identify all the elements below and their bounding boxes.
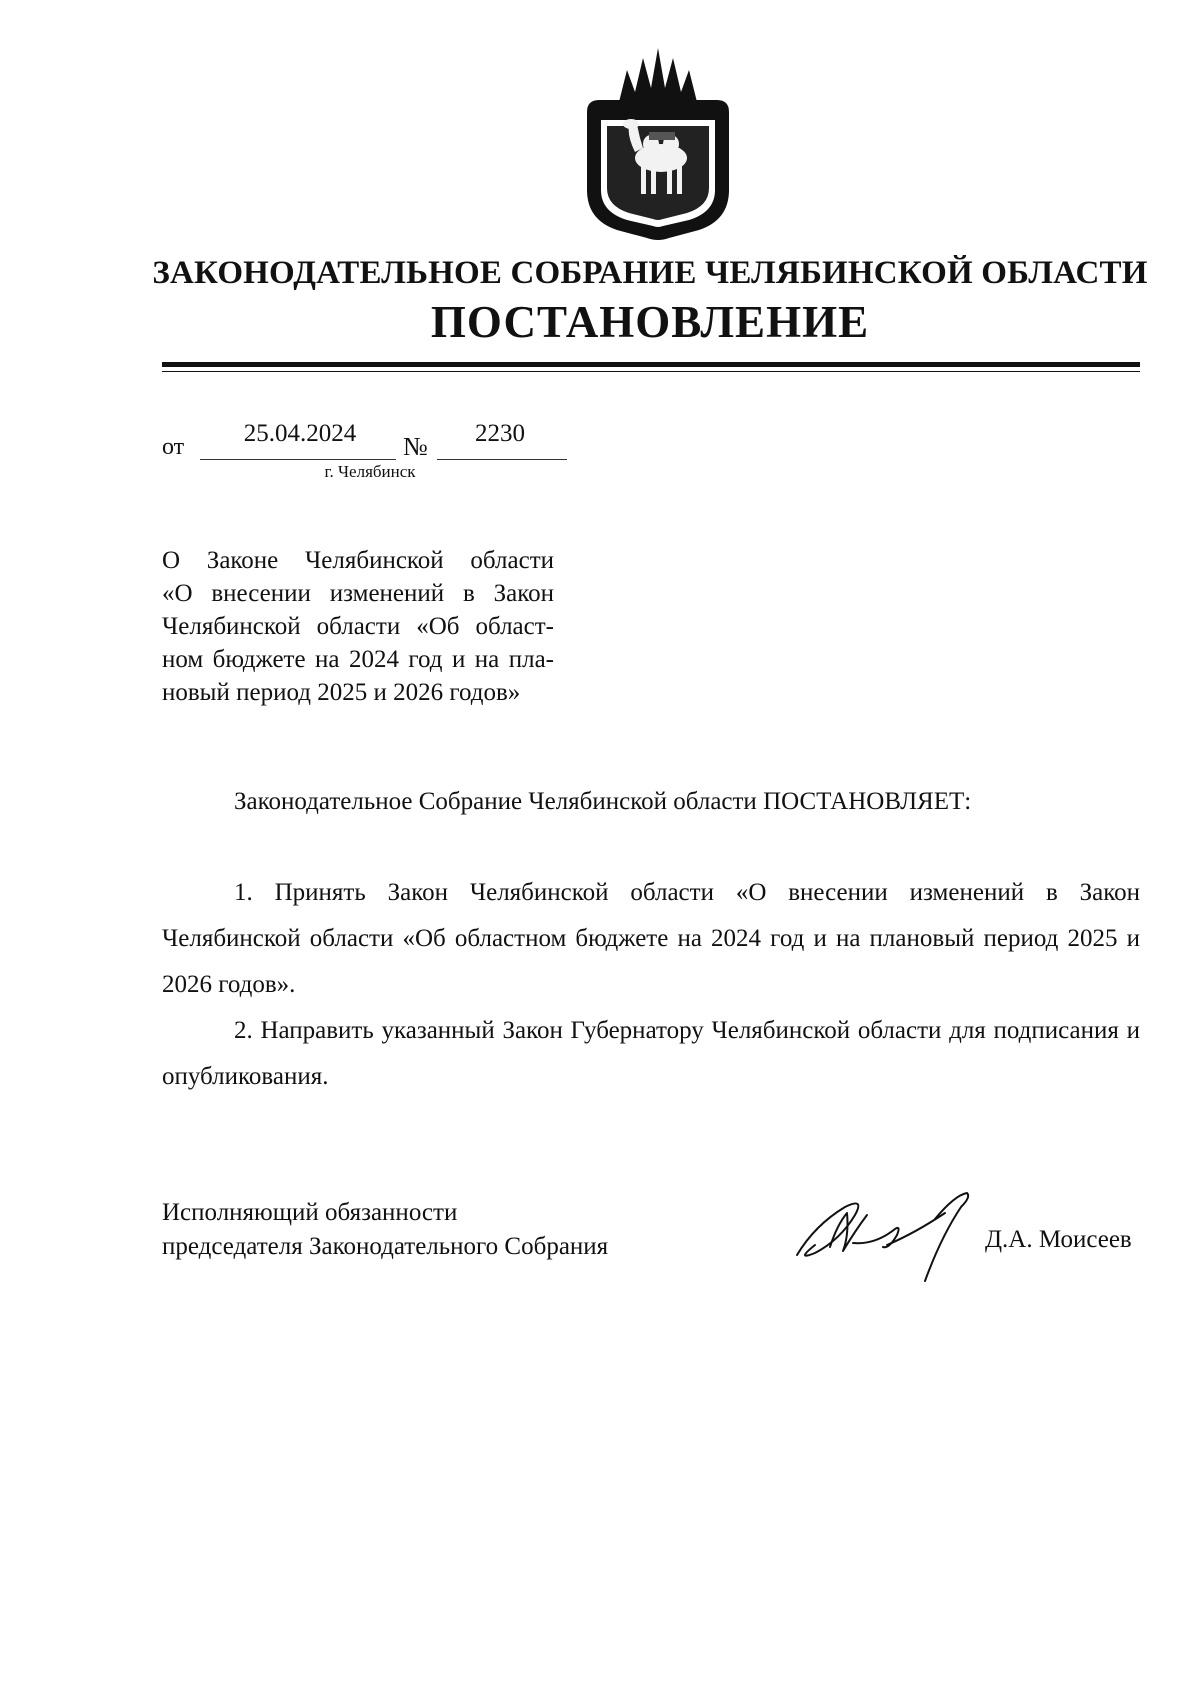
number-label: №: [403, 432, 428, 461]
title-line: ном бюджете на 2024 год и на пла-: [162, 646, 554, 673]
signatory-name: Д.А. Моисеев: [985, 1226, 1132, 1253]
preamble: Законодательное Собрание Челябинской области ПОСТАНОВЛЯЕТ:: [234, 788, 972, 815]
city-label: г. Челябинск: [324, 462, 416, 481]
document-number: 2230: [475, 420, 525, 447]
resolution-item-1-container: [162, 870, 1140, 1008]
chelyabinsk-coat-of-arms-icon: [579, 40, 737, 245]
position-line-1: Исполняющий обязанности: [162, 1199, 458, 1226]
number-underline: [437, 459, 567, 460]
handwritten-signature: [785, 1185, 995, 1285]
position-line-2: председателя Законодательного Собрания: [162, 1233, 609, 1260]
date-label: от: [162, 434, 185, 460]
document-date: 25.04.2024: [243, 420, 357, 447]
title-line: новый период 2025 и 2026 годов»: [162, 679, 521, 706]
resolution-item-1: 1. Принять Закон Челябинской области «О внесении изменений в Закон Челябинской области «Об областном бюджете на 2024 год и на плановый период 2025 и 2026 годов».: [162, 879, 1140, 998]
document-title: [162, 544, 554, 709]
title-line: «О внесении изменений в Закон: [162, 580, 554, 607]
title-line: О Законе Челябинской области: [162, 547, 554, 574]
title-line: Челябинской области «Об област-: [162, 613, 554, 640]
resolution-item-2: 2. Направить указанный Закон Губернатору Челябинской области для подписания и опубликования.: [162, 1017, 1140, 1090]
date-underline: [200, 459, 396, 460]
organization-name: ЗАКОНОДАТЕЛЬНОЕ СОБРАНИЕ ЧЕЛЯБИНСКОЙ ОБЛАСТИ: [152, 255, 1148, 291]
resolution-item-2-container: [162, 1008, 1140, 1100]
header-rule-thick: [162, 362, 1140, 367]
document-type: ПОСТАНОВЛЕНИЕ: [430, 297, 870, 347]
header-rule-thin: [162, 371, 1140, 372]
signatory-position: [162, 1196, 608, 1264]
